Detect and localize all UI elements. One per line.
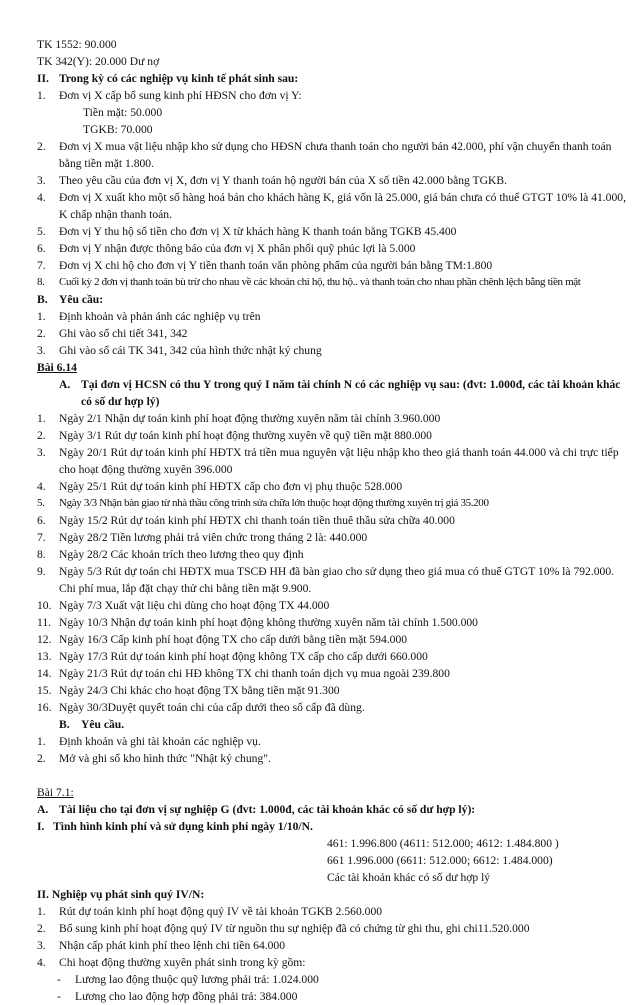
item-number: 6. [37,514,46,527]
item-number: 16. [37,701,52,714]
balance-line: 661 1.996.000 (6611: 512.000; 6612: 1.484.000) [327,854,553,867]
list-subitem: Tiền mặt: 50.000 [83,106,163,119]
item-text: Ngày 17/3 Rút dự toán kinh phí hoạt động không TX cấp cho cấp dưới 660.000 [59,650,428,663]
list-item [37,512,633,529]
item-text: Ngày 5/3 Rút dự toán chi HĐTX mua TSCĐ HH đã bàn giao cho sử dụng theo giá mua có thuế GTGT 10% là 792.000. Chi phí mua, lắp đặt chạy thử chi bằng tiền mặt 9.900. [59,565,615,595]
item-text: Đơn vị X mua vật liệu nhập kho sử dụng cho HĐSN chưa thanh toán cho người bán 42.000, phí vận chuyển thanh toán bằng tiền mặt 1.800. [59,140,612,170]
list-item [37,325,633,342]
item-text: Định khoản và phản ánh các nghiệp vụ trên [59,310,261,323]
section-title: Trong kỳ có các nghiệp vụ kinh tế phát sinh sau: [59,72,299,85]
item-number: 15. [37,684,52,697]
item-number: 8. [37,548,46,561]
item-number: 9. [37,565,46,578]
document-page [37,36,633,1005]
balance-line: Các tài khoản khác có số dư hợp lý [327,871,491,884]
list-item [37,172,633,189]
item-number: 3. [37,939,46,952]
list-item [37,138,633,172]
item-text: Lương lao động thuộc quỹ lương phải trả: 1.024.000 [75,973,319,986]
item-number: 12. [37,633,52,646]
section-number: A. [59,378,71,391]
list-item [37,546,633,563]
exercise-7-1-heading-i [37,818,633,835]
section-number: B. [59,718,70,731]
item-text: Ngày 21/3 Rút dự toán chi HĐ không TX chi thanh toán dịch vụ mua ngoài 239.800 [59,667,450,680]
item-number: 13. [37,650,52,663]
list-item [37,478,633,495]
item-number: 2. [37,327,46,340]
list-item [37,682,633,699]
item-text: Ngày 15/2 Rút dự toán kinh phí HĐTX chi thanh toán tiền thuê thầu sửa chữa 40.000 [59,514,455,527]
list-item [37,444,633,478]
exercise-7-1-heading-a [37,801,633,818]
item-text: Ngày 2/1 Nhận dự toán kinh phí hoạt động thường xuyên năm tài chính 3.960.000 [59,412,441,425]
list-item [37,648,633,665]
account-balance-342: TK 342(Y): 20.000 Dư nợ [37,55,160,68]
item-number: 8. [37,276,45,288]
list-item [37,189,633,223]
item-text: Cuối kỳ 2 đơn vị thanh toán bù trừ cho nhau về các khoản chi hộ, thu hộ.. và thanh toán cho nhau phần chênh lệch bằng tiền mặt [59,276,581,288]
item-text: Đơn vị X cấp bổ sung kinh phí HĐSN cho đơn vị Y: [59,89,302,102]
list-item [37,529,633,546]
item-text: Đơn vị Y nhận được thông báo của đơn vị X phân phối quỹ phúc lợi là 5.000 [59,242,416,255]
item-number: 1. [37,310,46,323]
list-item [37,240,633,257]
item-text: Nhận cấp phát kinh phí theo lệnh chi tiền 64.000 [59,939,286,952]
list-item [37,274,633,291]
list-item [37,699,633,716]
list-item [37,954,633,971]
dash-item [37,988,633,1005]
item-number: 3. [37,446,46,459]
item-text: Ngày 24/3 Chi khác cho hoạt động TX bằng tiền mặt 91.300 [59,684,340,697]
item-number: 10. [37,599,52,612]
list-item [37,427,633,444]
section-ii-heading [37,70,633,87]
list-item [37,750,633,767]
section-number: I. [37,820,45,833]
dash-mark: - [57,973,61,986]
item-text: Ngày 25/1 Rút dự toán kinh phí HĐTX cấp cho đơn vị phụ thuộc 528.000 [59,480,403,493]
item-text: Mở và ghi sổ kho hình thức "Nhật ký chung". [59,752,271,765]
item-text: Lương cho lao động hợp đồng phải trả: 384.000 [75,990,298,1003]
item-text: Ghi vào sổ cái TK 341, 342 của hình thức nhật ký chung [59,344,322,357]
item-text: Đơn vị X chi hộ cho đơn vị Y tiền thanh toán văn phòng phẩm của người bán bằng TM:1.800 [59,259,493,272]
item-text: Bổ sung kinh phí hoạt động quý IV từ nguồn thu sự nghiệp đã có chứng từ ghi thu, ghi chi11.520.000 [59,922,530,935]
list-item [37,410,633,427]
dash-mark: - [57,990,61,1003]
dash-item [37,971,633,988]
item-text: Ngày 28/2 Tiền lương phải trả viên chức trong tháng 2 là: 440.000 [59,531,368,544]
item-number: 2. [37,752,46,765]
item-number: 4. [37,956,46,969]
item-number: 3. [37,174,46,187]
section-number: A. [37,803,49,816]
item-number: 2. [37,429,46,442]
item-number: 5. [37,497,45,509]
list-item [37,597,633,614]
item-text: Ngày 10/3 Nhận dự toán kinh phí hoạt động không thường xuyên năm tài chính 1.500.000 [59,616,478,629]
item-text: Ngày 7/3 Xuất vật liệu chi dùng cho hoạt động TX 44.000 [59,599,330,612]
list-item [37,223,633,240]
list-item [37,903,633,920]
exercise-title-6-14: Bài 6.14 [37,361,77,374]
exercise-6-14-heading-a [37,376,633,410]
item-number: 1. [37,412,46,425]
item-number: 5. [37,225,46,238]
list-item [37,920,633,937]
section-title: Tại đơn vị HCSN có thu Y trong quý I năm tài chính N có các nghiệp vụ sau: (đvt: 1.000đ, các tài khoản khác có số dư hợp lý) [81,378,621,408]
list-item [37,308,633,325]
item-number: 11. [37,616,52,629]
section-title: Yêu cầu: [59,293,104,306]
list-item [37,733,633,750]
exercise-7-1-heading-ii: II. Nghiệp vụ phát sinh quý IV/N: [37,888,205,901]
item-number: 2. [37,140,46,153]
list-item [37,937,633,954]
list-item [37,665,633,682]
item-text: Đơn vị Y thu hộ số tiền cho đơn vị X từ khách hàng K thanh toán bằng TGKB 45.400 [59,225,457,238]
item-text: Đơn vị X xuất kho một số hàng hoá bán cho khách hàng K, giá vốn là 25.000, giá bán chưa có thuế GTGT 10% là 41.000, K chấp nhận thanh toán. [59,191,626,221]
list-item [37,563,633,597]
section-number: B. [37,293,48,306]
item-number: 14. [37,667,52,680]
section-b-heading [37,291,633,308]
item-text: Ngày 30/3Duyệt quyết toán chi của cấp dưới theo số cấp đã dùng. [59,701,365,714]
balance-line: 461: 1.996.800 (4611: 512.000; 4612: 1.484.800 ) [327,837,559,850]
section-title: Tài liệu cho tại đơn vị sự nghiệp G (đvt: 1.000đ, các tài khoản khác có số dư hợp lý): [59,803,476,816]
exercise-title-7-1: Bài 7.1: [37,786,74,799]
account-balance-1552: TK 1552: 90.000 [37,38,117,51]
item-text: Ngày 28/2 Các khoản trích theo lương theo quy định [59,548,304,561]
item-number: 1. [37,89,46,102]
item-number: 4. [37,480,46,493]
item-number: 1. [37,905,46,918]
item-text: Định khoản và ghi tài khoản các nghiệp vụ. [59,735,261,748]
item-text: Theo yêu cầu của đơn vị X, đơn vị Y thanh toán hộ người bán của X số tiền 42.000 bằng TGKB. [59,174,507,187]
item-text: Chi hoạt động thường xuyên phát sinh trong kỳ gồm: [59,956,306,969]
item-text: Ngày 3/1 Rút dự toán kinh phí hoạt động thường xuyên về quỹ tiền mặt 880.000 [59,429,432,442]
list-subitem: TGKB: 70.000 [83,123,153,136]
item-text: Ngày 20/1 Rút dự toán kinh phí HĐTX trả tiền mua nguyên vật liệu nhập kho theo giá thanh toán 44.000 và chi trực tiếp cho hoạt động thường xuyên 396.000 [59,446,619,476]
item-number: 2. [37,922,46,935]
item-number: 6. [37,242,46,255]
item-number: 7. [37,259,46,272]
item-text: Ngày 3/3 Nhận bàn giao từ nhà thầu công trình sửa chữa lớn thuộc hoạt động thường xuyên trị giá 35.200 [59,497,489,509]
item-number: 4. [37,191,46,204]
item-number: 7. [37,531,46,544]
list-item [37,631,633,648]
list-item [37,342,633,359]
exercise-6-14-heading-b [37,716,633,733]
item-number: 3. [37,344,46,357]
section-title: Yêu cầu. [81,718,125,731]
item-text: Rút dự toán kinh phí hoạt động quý IV về tài khoản TGKB 2.560.000 [59,905,383,918]
section-number: II. [37,72,49,85]
item-number: 1. [37,735,46,748]
item-text: Ghi vào sổ chi tiết 341, 342 [59,327,188,340]
list-item [37,495,633,512]
spacer [37,767,633,784]
list-item [37,257,633,274]
section-title: Tình hình kinh phí và sử dụng kinh phí ngày 1/10/N. [53,820,313,833]
list-item [37,614,633,631]
item-text: Ngày 16/3 Cấp kinh phí hoạt động TX cho cấp dưới bằng tiền mặt 594.000 [59,633,408,646]
list-item [37,87,633,104]
